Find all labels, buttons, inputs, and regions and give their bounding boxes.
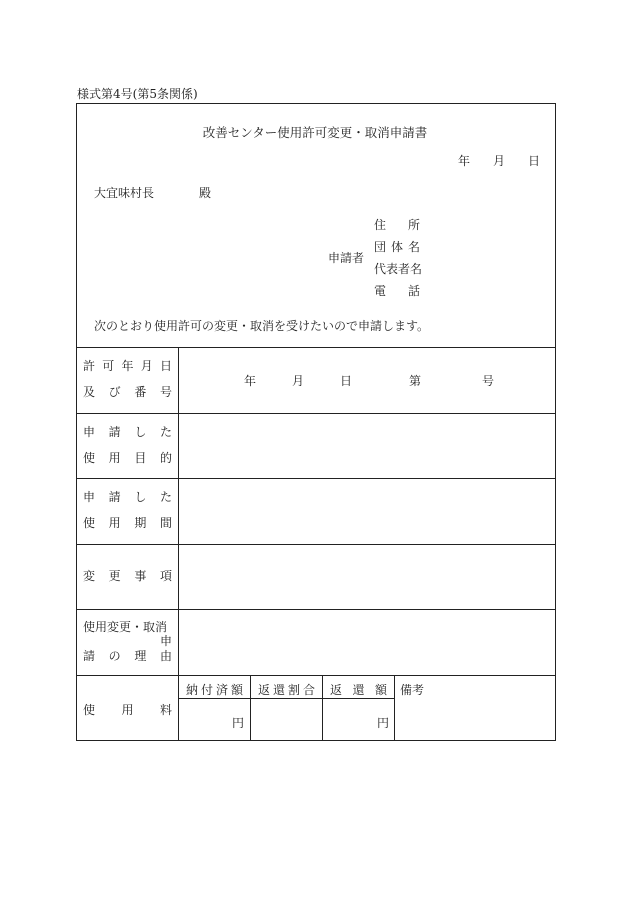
usage-purpose-label [83, 424, 172, 466]
permit-month: 月 [292, 374, 305, 388]
label-part: 申 [83, 425, 96, 439]
label-part: 割 [287, 683, 300, 697]
label-part: し [134, 490, 147, 504]
permit-number-prefix: 第 [409, 374, 422, 388]
permit-year: 年 [244, 374, 257, 388]
label-part: 許 [83, 359, 96, 373]
permit-date-label [83, 358, 172, 400]
label-part: 請 [108, 490, 121, 504]
label-part: 項 [159, 569, 172, 583]
label-part: 目 [134, 451, 147, 465]
label-line [83, 489, 172, 505]
label-part: 期 [134, 516, 147, 530]
addressee-name: 大宜味村長 [94, 186, 155, 200]
applicant-label: 申請者 [328, 251, 365, 265]
reason-label [83, 620, 172, 664]
label-part: 用 [121, 703, 134, 717]
label-line [83, 648, 172, 664]
label-part: 納 [186, 683, 199, 697]
label-part: 体 [390, 240, 403, 254]
label-part: 返 [330, 683, 343, 697]
label-line [83, 358, 172, 374]
label-column-divider [178, 347, 179, 741]
label-part: 額 [374, 683, 387, 697]
label-part: 的 [159, 451, 172, 465]
label-part: 番 [134, 385, 147, 399]
label-part: の [108, 649, 121, 663]
label-part: 事 [134, 569, 147, 583]
label-part: 所 [407, 218, 420, 232]
label-part: 由 [159, 649, 172, 663]
reason-label-line2: 申 [159, 634, 172, 648]
row-divider [76, 347, 556, 348]
fee-paid-yen: 円 [232, 716, 245, 730]
applicant-phone-label [374, 282, 420, 299]
label-part: 話 [407, 284, 420, 298]
refund-ratio-header [258, 681, 315, 698]
label-line [83, 384, 172, 400]
label-part: 名 [407, 240, 420, 254]
date-day: 日 [528, 154, 541, 168]
row-divider [76, 675, 556, 676]
label-part: 更 [108, 569, 121, 583]
date-year: 年 [458, 154, 471, 168]
row-divider [76, 413, 556, 414]
label-part: 理 [134, 649, 147, 663]
applicant-address-label [374, 216, 420, 233]
fee-label [83, 702, 172, 718]
applicant-group-label [374, 238, 420, 255]
label-part: 返 [258, 683, 271, 697]
label-part: 及 [83, 385, 96, 399]
label-part: 還 [272, 683, 285, 697]
label-part: 電 [374, 284, 387, 298]
fee-column-divider [322, 675, 323, 741]
label-part: 済 [215, 683, 228, 697]
label-part: び [108, 385, 121, 399]
form-number-label: 様式第4号(第5条関係) [77, 87, 198, 101]
label-part: 請 [83, 649, 96, 663]
label-part: 可 [102, 359, 115, 373]
label-part: 住 [374, 218, 387, 232]
label-part: 団 [374, 240, 387, 254]
permit-number-suffix: 号 [482, 374, 495, 388]
row-divider [76, 609, 556, 610]
label-part: 還 [352, 683, 365, 697]
application-statement: 次のとおり使用許可の変更・取消を受けたいので申請します。 [94, 319, 430, 333]
label-part: 請 [108, 425, 121, 439]
label-line [83, 450, 172, 466]
remarks-header: 備考 [400, 683, 425, 697]
label-part: 年 [121, 359, 134, 373]
label-part: し [134, 425, 147, 439]
row-divider [76, 544, 556, 545]
change-items-label [83, 568, 172, 584]
applicant-representative-label: 代表者名 [374, 262, 423, 276]
usage-period-label [83, 489, 172, 531]
addressee-honorific: 殿 [199, 186, 212, 200]
fee-column-divider [394, 675, 395, 741]
refund-amount-yen: 円 [377, 716, 390, 730]
label-part: 日 [159, 359, 172, 373]
label-part: 使 [83, 516, 96, 530]
label-line [83, 568, 172, 584]
label-part: 申 [83, 490, 96, 504]
label-part: 号 [159, 385, 172, 399]
row-divider [76, 478, 556, 479]
refund-amount-header [330, 681, 387, 698]
fee-column-divider [250, 675, 251, 741]
label-part: た [159, 425, 172, 439]
reason-label-line1: 使用変更・取消 [83, 620, 168, 634]
document-title: 改善センター使用許可変更・取消申請書 [202, 125, 428, 140]
label-part: 額 [230, 683, 243, 697]
label-line [83, 424, 172, 440]
label-part: 用 [108, 516, 121, 530]
label-part: 使 [83, 451, 96, 465]
label-part: 月 [140, 359, 153, 373]
fee-paid-header [186, 681, 243, 698]
label-part: 変 [83, 569, 96, 583]
label-part: 料 [159, 703, 172, 717]
label-part: た [159, 490, 172, 504]
date-month: 月 [493, 154, 506, 168]
label-line [83, 515, 172, 531]
permit-day: 日 [340, 374, 353, 388]
label-part: 用 [108, 451, 121, 465]
label-part: 付 [200, 683, 213, 697]
label-part: 間 [159, 516, 172, 530]
fee-header-divider [178, 698, 394, 699]
label-line [83, 702, 172, 718]
label-part: 使 [83, 703, 96, 717]
label-part: 合 [302, 683, 315, 697]
